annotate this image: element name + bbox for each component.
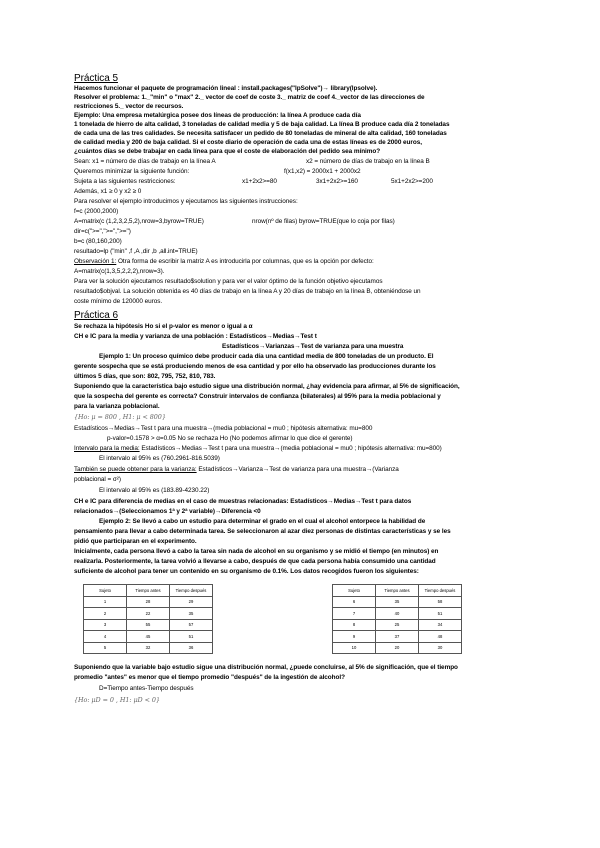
p5-line-11-c: 3x1+2x2>=160 [316, 178, 358, 185]
p5-line-15 [74, 218, 530, 225]
p6-line-28: D=Tiempo antes-Tiempo después [99, 685, 194, 692]
table-row [333, 619, 462, 631]
p5-line-11-d: 5x1+2x2>=200 [391, 178, 433, 185]
p5-line-21: Para ver la solución ejecutamos resultado$solution y para ver el valor óptimo de la función objetivo ejecutamos [74, 278, 383, 285]
p5-line-15-b: nrow(nº de filas) byrow=TRUE(que lo coja por filas) [252, 218, 395, 225]
table-cell: 3 [84, 619, 127, 631]
p5-line-20: A=matrix(c(1,3,5,2,2,2),nrow=3). [74, 268, 165, 275]
table-cell: 5 [84, 642, 127, 654]
table-cell: 32 [127, 642, 170, 654]
p5-line-1: Hacemos funcionar el paquete de programación lineal : install.packages("lpSolve")→ library(lpsolve). [74, 85, 378, 92]
table-cell: 51 [419, 608, 462, 620]
table-cell: 2 [84, 608, 127, 620]
p5-line-8: ¿cuántos días se debe trabajar en cada línea para que el coste de elaboración del pedido sea mínimo? [74, 148, 381, 155]
p5-line-9 [74, 158, 530, 165]
p5-line-16: dir=c(">=",">=",">=") [74, 228, 131, 235]
practica-6-title: Práctica 6 [74, 310, 118, 321]
p5-line-10-a: Queremos minimizar la siguiente función: [74, 168, 190, 175]
table-header-row [333, 585, 462, 597]
header-tiempo-despues: Tiempo después [170, 585, 213, 597]
p6-line-1: Se rechaza la hipótesis Ho si el p-valor es menor o igual a α [74, 323, 253, 330]
table-cell: 35 [376, 596, 419, 608]
practica-5-title: Práctica 5 [74, 73, 118, 84]
p5-line-11 [74, 178, 530, 185]
p5-line-4: Ejemplo: Una empresa metalúrgica posee dos líneas de producción: la línea A produce cada día [74, 112, 361, 119]
p6-line-26: Suponiendo que la variable bajo estudio sigue una distribución normal, ¿puede concluirse, al 5% de significación, que el tiempo [74, 664, 458, 671]
p5-line-12: Además, x1 ≥ 0 y x2 ≥ 0 [74, 188, 142, 195]
p5-line-15-a: A=matrix(c (1,2,3,2,5,2),nrow=3,byrow=TRUE) [74, 218, 204, 225]
p6-line-2: CH e IC para la media y varianza de una población : Estadísticos→Medias→Test t [74, 333, 317, 340]
p5-line-10-b: f(x1,x2) = 2000x1 + 2000x2 [284, 168, 361, 175]
p5-line-9-a: Sean: x1 = número de días de trabajo en la línea A [74, 158, 216, 165]
p6-line-23: Inicialmente, cada persona llevó a cabo la tarea sin nada de alcohol en su organismo y se midió el tiempo (en minutos) en [74, 548, 439, 555]
hypothesis-1: {Ho: μ = 800 , H1: μ < 800} [74, 414, 166, 421]
p5-line-23: coste mínimo de 120000 euros. [74, 298, 163, 305]
p6-line-18: CH e IC para diferencia de medias en el caso de muestras relacionadas: Estadísticos→Medias→Test t para datos [74, 498, 412, 505]
table-cell: 37 [376, 631, 419, 643]
p6-line-17: El intervalo al 95% es (183.89-4230.22) [99, 487, 210, 494]
p6-line-27: promedio "antes" es menor que el tiempo promedio "después" de la ingestión de alcohol? [74, 674, 345, 681]
p6-line-4: Ejemplo 1: Un proceso químico debe producir cada día una cantidad media de 800 toneladas de un producto. El [99, 353, 434, 360]
table-cell: 45 [127, 631, 170, 643]
p5-line-11-a: Sujeta a las siguientes restricciones: [74, 178, 176, 185]
table-cell: 7 [333, 608, 376, 620]
table-row [84, 619, 213, 631]
hypothesis-2: {Ho: μD = 0 , H1: μD < 0} [74, 697, 160, 704]
observacion-label: Observación 1: [74, 258, 117, 265]
table-header-row [84, 585, 213, 597]
header-tiempo-antes: Tiempo antes [127, 585, 170, 597]
p5-line-3: restricciones 5._ vector de recursos. [74, 103, 184, 110]
table-row [84, 631, 213, 643]
header-sujeto: Sujeto [84, 585, 127, 597]
p6-line-9: para la varianza poblacional. [74, 403, 160, 410]
table-cell: 1 [84, 596, 127, 608]
p6-line-6: últimos 5 días, que son: 802, 795, 752, 810, 783. [74, 373, 216, 380]
table-cell: 6 [333, 596, 376, 608]
table-cell: 48 [419, 631, 462, 643]
header-sujeto: Sujeto [333, 585, 376, 597]
table-cell: 57 [170, 619, 213, 631]
p5-line-11-b: x1+2x2>=80 [242, 178, 277, 185]
p5-line-10 [74, 168, 530, 175]
table-cell: 4 [84, 631, 127, 643]
table-cell: 29 [170, 596, 213, 608]
table-cell: 20 [376, 642, 419, 654]
p5-line-13: Para resolver el ejemplo introducimos y ejecutamos las siguientes instrucciones: [74, 198, 298, 205]
p6-line-20: Ejemplo 2: Se llevó a cabo un estudio para determinar el grado en el cual el alcohol entorpece la habilidad de [99, 518, 426, 525]
p5-line-7: de calidad media y 200 de baja calidad. Si el coste diario de operación de cada una de estas líneas es de 2000 euros, [74, 139, 422, 146]
p6-line-11: Estadísticos→Medias→Test t para una muestra→(media poblacional = mu0 ; hipótesis alternativa: mu=800 [74, 425, 373, 432]
p5-line-5: 1 tonelada de hierro de alta calidad, 3 toneladas de calidad media y 5 de baja calidad. La línea B produce cada día 2 toneladas [74, 121, 450, 128]
header-tiempo-despues: Tiempo después [419, 585, 462, 597]
table-cell: 55 [127, 619, 170, 631]
p6-line-15 [74, 466, 530, 473]
intervalo-media-label: Intervalo para la media: [74, 445, 140, 452]
table-cell: 9 [333, 631, 376, 643]
p5-line-9-b: x2 = número de días de trabajo en la línea B [306, 158, 430, 165]
table-cell: 40 [376, 608, 419, 620]
table-cell: 35 [170, 608, 213, 620]
varianza-label: También se puede obtener para la varianza: [74, 466, 197, 473]
table-cell: 51 [170, 631, 213, 643]
table-cell: 25 [376, 619, 419, 631]
p6-line-19: relacionados→(Seleccionamos 1ª y 2ª variable)→Diferencia <0 [74, 508, 261, 515]
table-cell: 30 [419, 642, 462, 654]
p5-line-19-b: Otra forma de escribir la matriz A es introducirla por columnas, que es la opción por defecto: [116, 258, 374, 265]
p5-line-2: Resolver el problema: 1._"min" o "max" 2._ vector de coef de coste 3._ matriz de coef 4._vector de las direcciones de [74, 94, 425, 101]
data-table-left [83, 584, 213, 654]
p6-line-24: realizarla. Posteriormente, la tarea volvió a llevarse a cabo, después de que cada persona había consumido una cantidad [74, 558, 436, 565]
table-cell: 58 [419, 596, 462, 608]
p5-line-18: resultado=lp ("min" ,f ,A ,dir ,b ,all.int=TRUE) [74, 248, 198, 255]
p6-line-22: pidió que participaran en el experimento. [74, 538, 197, 545]
table-cell: 8 [333, 619, 376, 631]
p5-line-22: resultado$objval. La solución obtenida es 40 días de trabajo en la línea A y 20 días de trabajo en la línea B, obteniéndose un [74, 288, 421, 295]
p6-line-13 [74, 445, 530, 452]
p6-line-14: El intervalo al 95% es (760.2961-816.5039) [99, 455, 220, 462]
table-cell: 10 [333, 642, 376, 654]
p5-line-17: b=c (80,160,200) [74, 238, 122, 245]
p5-line-19 [74, 258, 530, 265]
p6-line-21: pensamiento para llevar a cabo determinada tarea. Se seleccionaron al azar diez personas de distintas características y se les [74, 528, 451, 535]
table-cell: 34 [419, 619, 462, 631]
p5-line-14: f=c (2000,2000) [74, 208, 119, 215]
p6-line-16: poblacional = σ²) [74, 476, 121, 483]
p6-line-12: p-valor=0.1578 > α=0.05 No se rechaza Ho (No podemos afirmar lo que dice el gerente) [107, 435, 353, 442]
table-cell: 28 [127, 596, 170, 608]
table-row [333, 596, 462, 608]
p6-line-25: suficiente de alcohol para tener un contenido en su organismo de 0.1%. Los datos recogidos fueron los siguientes: [74, 568, 419, 575]
table-cell: 22 [127, 608, 170, 620]
p6-line-5: gerente sospecha que se está produciendo menos de esa cantidad y por ello ha observado las producciones durante los [74, 363, 436, 370]
data-table-right [332, 584, 462, 654]
p6-line-8: que la sospecha del gerente es correcta? Construir intervalos de confianza (bilaterales) al 95% para la media poblacional y [74, 393, 441, 400]
table-cell: 36 [170, 642, 213, 654]
p6-line-13-b: Estadísticos→Medias→Test t para una muestra→(media poblacional = mu0 ; hipótesis alternativa: mu=800) [139, 445, 442, 452]
p6-line-15-b: Estadísticos→Varianza→Test de varianza para una muestra→(Varianza [196, 466, 399, 473]
p5-line-6: de cada una de las tres calidades. Se necesita satisfacer un pedido de 80 toneladas de mineral de alta calidad, 160 toneladas [74, 130, 447, 137]
table-row [333, 631, 462, 643]
header-tiempo-antes: Tiempo antes [376, 585, 419, 597]
table-row [333, 608, 462, 620]
table-row [84, 596, 213, 608]
p6-line-3: Estadísticos→Varianzas→Test de varianza para una muestra [222, 343, 404, 350]
table-row [84, 608, 213, 620]
table-row [84, 642, 213, 654]
table-row [333, 642, 462, 654]
p6-line-7: Suponiendo que la característica bajo estudio sigue una distribución normal, ¿hay evidencia para afirmar, al 5% de significación, [74, 383, 460, 390]
